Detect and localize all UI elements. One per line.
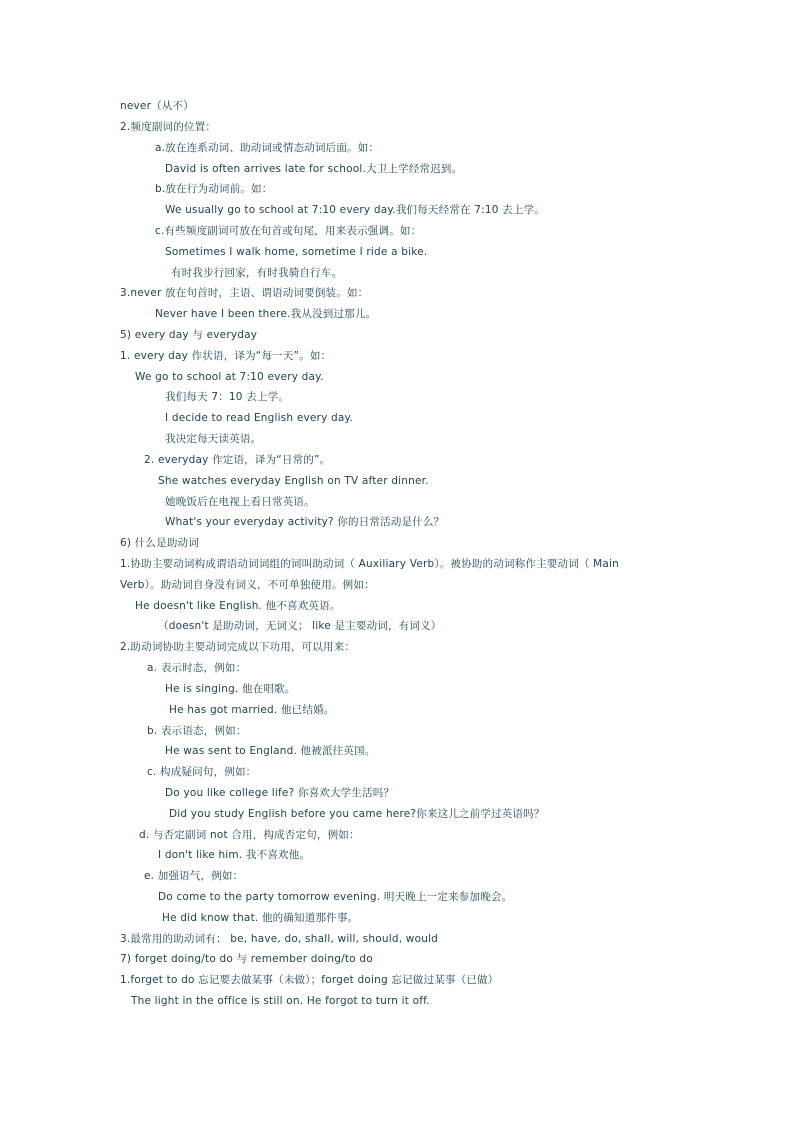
text-line: Did you study English before you came here?你来这儿之前学过英语吗？: [169, 808, 545, 820]
text-line: The light in the office is still on. He forgot to turn it off.: [131, 995, 430, 1007]
text-line: David is often arrives late for school.大卫上学经常迟到。: [165, 163, 463, 175]
text-line: a.放在连系动词、助动词或情态动词后面。如：: [155, 142, 380, 154]
text-line: I don't like him. 我不喜欢他。: [158, 849, 311, 861]
text-line: 2.助动词协助主要动词完成以下功用，可以用来：: [120, 641, 356, 653]
text-line: He was sent to England. 他被派往英国。: [165, 745, 376, 757]
text-line: 我们每天 7：10 去上学。: [165, 391, 290, 403]
text-line: Do you like college life? 你喜欢大学生活吗？: [165, 787, 395, 799]
text-line: 6) 什么是助动词: [120, 537, 199, 549]
text-line: 5) every day 与 everyday: [120, 329, 258, 341]
text-line: 2.频度副词的位置：: [120, 121, 217, 133]
text-line: e. 加强语气，例如：: [144, 870, 244, 882]
text-line: （doesn't 是助动词，无词义； like 是主要动词，有词义）: [158, 620, 442, 632]
text-line: 1. every day 作状语，译为“每一天”。如：: [120, 350, 332, 362]
text-line: c. 构成疑问句，例如：: [147, 766, 257, 778]
text-line: I decide to read English every day.: [165, 412, 353, 424]
text-line: 2. everyday 作定语，译为“日常的”。: [144, 454, 331, 466]
text-line: 她晚饭后在电视上看日常英语。: [165, 496, 315, 508]
text-line: a. 表示时态，例如：: [147, 662, 247, 674]
text-line: b.放在行为动词前。如：: [155, 183, 273, 195]
text-line: 1.协助主要动词构成谓语动词词组的词叫助动词（ Auxiliary Verb）。被协助的动词称作主要动词（ Main: [120, 558, 620, 570]
text-line: What's your everyday activity? 你的日常活动是什么？: [165, 516, 445, 528]
text-line: b. 表示语态，例如：: [147, 725, 247, 737]
text-line: 1.forget to do 忘记要去做某事（未做）；forget doing 忘记做过某事（已做）: [120, 974, 499, 986]
text-line: She watches everyday English on TV after dinner.: [158, 475, 429, 487]
text-line: 3.never 放在句首时，主语、谓语动词要倒装。如：: [120, 287, 369, 299]
text-line: We go to school at 7:10 every day.: [135, 371, 324, 383]
text-line: He did know that. 他的确知道那件事。: [162, 912, 359, 924]
text-line: Verb）。助动词自身没有词义，不可单独使用。例如：: [120, 579, 375, 591]
text-line: never（从不）: [120, 100, 194, 112]
text-line: 7) forget doing/to do 与 remember doing/to do: [120, 953, 373, 965]
text-line: 有时我步行回家，有时我骑自行车。: [171, 267, 343, 279]
text-line: c.有些频度副词可放在句首或句尾，用来表示强调。如：: [155, 225, 422, 237]
text-line: He has got married. 他已结婚。: [169, 704, 335, 716]
text-line: Sometimes I walk home, sometime I ride a bike.: [165, 246, 428, 258]
text-line: He is singing. 他在唱歌。: [165, 683, 296, 695]
text-line: We usually go to school at 7:10 every day.我们每天经常在 7:10 去上学。: [165, 204, 545, 216]
text-line: He doesn't like English. 他不喜欢英语。: [135, 600, 341, 612]
text-line: Never have I been there.我从没到过那儿。: [155, 308, 377, 320]
text-line: 3.最常用的助动词有： be, have, do, shall, will, should, would: [120, 933, 439, 945]
text-line: Do come to the party tomorrow evening. 明天晚上一定来参加晚会。: [158, 891, 513, 903]
text-line: 我决定每天读英语。: [165, 433, 262, 445]
text-line: d. 与否定副词 not 合用，构成否定句，例如：: [139, 829, 360, 841]
